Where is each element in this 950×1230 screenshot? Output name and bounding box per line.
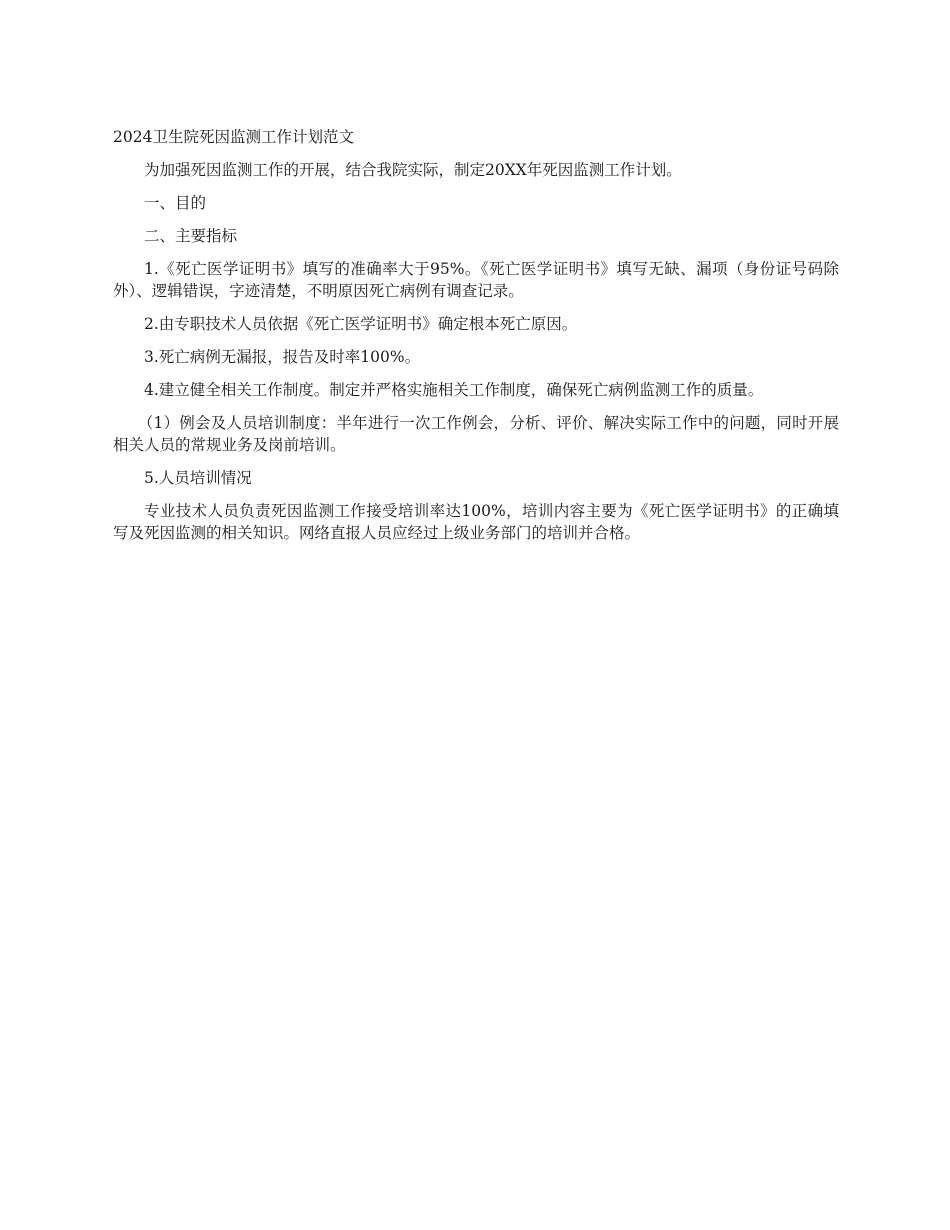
section-heading-indicators: 二、主要指标	[144, 227, 238, 245]
paragraph-indicator-3: 3.死亡病例无漏报，报告及时率100%。	[144, 348, 421, 366]
paragraph-intro: 为加强死因监测工作的开展，结合我院实际，制定20XX年死因监测工作计划。	[144, 161, 682, 179]
paragraph-indicator-4: 4.建立健全相关工作制度。制定并严格实施相关工作制度，确保死亡病例监测工作的质量。	[144, 381, 764, 399]
paragraph-indicator-1: 1.《死亡医学证明书》填写的准确率大于95%。《死亡医学证明书》填写无缺、漏项（身份证号码除外）、逻辑错误，字迹清楚，不明原因死亡病例有调查记录。	[113, 260, 839, 300]
paragraph-indicator-5: 5.人员培训情况	[144, 469, 252, 487]
paragraph-indicator-2: 2.由专职技术人员依据《死亡医学证明书》确定根本死亡原因。	[144, 315, 578, 333]
section-heading-purpose: 一、目的	[144, 194, 207, 212]
document-title: 2024卫生院死因监测工作计划范文	[113, 128, 354, 146]
document-page	[113, 126, 839, 555]
paragraph-indicator-4-sub-1: （1）例会及人员培训制度：半年进行一次工作例会，分析、评价、解决实际工作中的问题，同时开展相关人员的常规业务及岗前培训。	[113, 414, 839, 454]
paragraph-training: 专业技术人员负责死因监测工作接受培训率达100%，培训内容主要为《死亡医学证明书》的正确填写及死因监测的相关知识。网络直报人员应经过上级业务部门的培训并合格。	[113, 502, 839, 542]
